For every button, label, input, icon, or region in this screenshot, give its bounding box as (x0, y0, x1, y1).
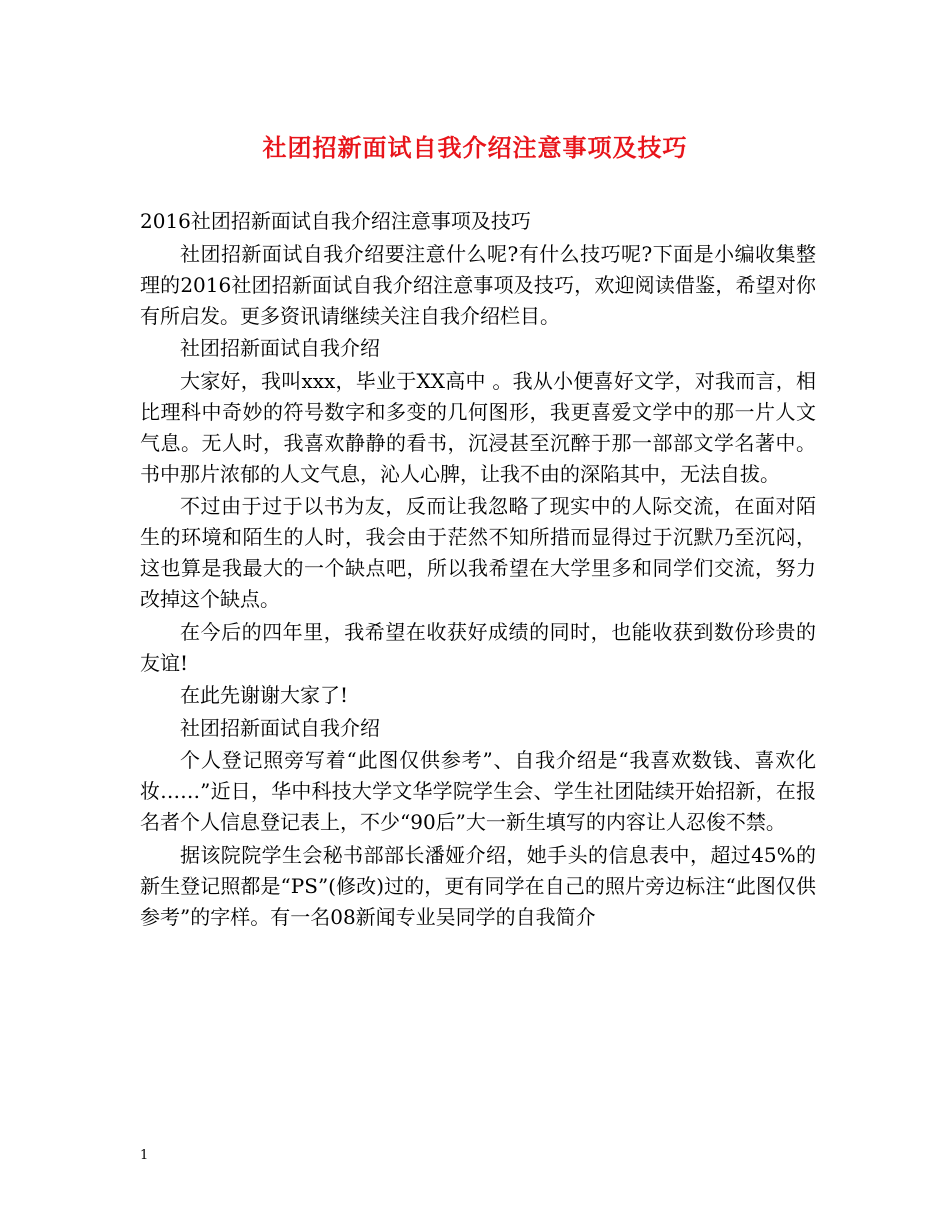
page-number: 1 (140, 1148, 149, 1163)
paragraph: 不过由于过于以书为友，反而让我忽略了现实中的人际交流，在面对陌生的环境和陌生的人时，我会由于茫然不知所措而显得过于沉默乃至沉闷，这也算是我最大的一个缺点吧，所以我希望在大学里多和同学们交流，努力改掉这个缺点。 (140, 494, 816, 611)
paragraph: 在今后的四年里，我希望在收获好成绩的同时，也能收获到数份珍贵的友谊! (140, 619, 816, 675)
document-body (140, 206, 816, 934)
paragraph: 个人登记照旁写着“此图仅供参考”、自我介绍是“我喜欢数钱、喜欢化妆……”近日，华中科技大学文华学院学生会、学生社团陆续开始招新，在报名者个人信息登记表上，不少“90后”大一新生填写的内容让人忍俊不禁。 (140, 748, 816, 834)
paragraph: 据该院院学生会秘书部部长潘娅介绍，她手头的信息表中，超过45%的新生登记照都是“PS”(修改)过的，更有同学在自己的照片旁边标注“此图仅供参考”的字样。有一名08新闻专业吴同学的自我简介 (140, 842, 816, 929)
paragraph: 社团招新面试自我介绍要注意什么呢?有什么技巧呢?下面是小编收集整理的2016社团招新面试自我介绍注意事项及技巧，欢迎阅读借鉴，希望对你有所启发。更多资讯请继续关注自我介绍栏目。 (140, 241, 816, 328)
section-heading: 社团招新面试自我介绍 (180, 336, 380, 360)
section-heading: 社团招新面试自我介绍 (180, 715, 380, 740)
paragraph: 大家好，我叫xxx，毕业于XX高中 。我从小便喜好文学，对我而言，相比理科中奇妙的符号数字和多变的几何图形，我更喜爱文学中的那一片人文气息。无人时，我喜欢静静的看书，沉浸甚至沉醉于那一部部文学名著中。书中那片浓郁的人文气息，沁人心脾，让我不由的深陷其中，无法自拔。 (140, 368, 816, 486)
paragraph: 在此先谢谢大家了! (180, 683, 349, 707)
paragraph: 2016社团招新面试自我介绍注意事项及技巧 (140, 209, 531, 233)
document-title: 社团招新面试自我介绍注意事项及技巧 (262, 133, 688, 162)
